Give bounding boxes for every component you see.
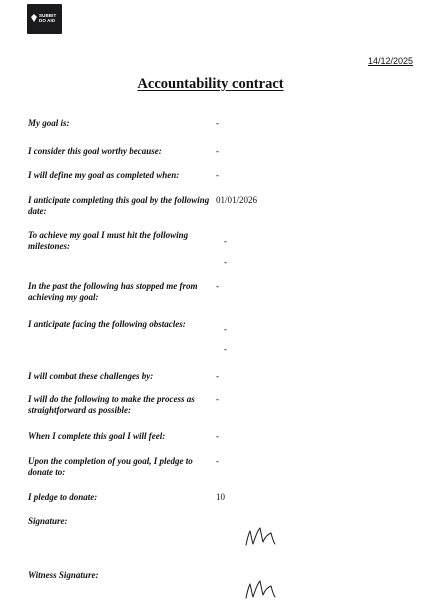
field-value: - [216, 431, 219, 441]
logo [27, 4, 62, 34]
field-value: - [224, 324, 227, 334]
field-label: My goal is: [28, 118, 70, 128]
field-label: I anticipate facing the following obstacles: [28, 319, 186, 329]
field-label: I will define my goal as completed when: [28, 170, 180, 180]
field-label: In the past the following has stopped me from achieving my goal: [28, 281, 198, 302]
field-value: - [216, 146, 219, 156]
signature-icon [244, 525, 276, 547]
field-value: - [216, 456, 219, 466]
field-label: I pledge to donate: [28, 492, 98, 502]
field-label: I consider this goal worthy because: [28, 146, 162, 156]
field-value: - [216, 170, 219, 180]
field-label: Signature: [28, 516, 68, 526]
witness-signature-icon [244, 578, 276, 600]
field-label: Upon the completion of you goal, I pledge to donate to: [28, 456, 193, 477]
field-label: I will combat these challenges by: [28, 371, 154, 381]
field-label: I will do the following to make the process as straightforward as possible: [28, 394, 195, 415]
field-label: To achieve my goal I must hit the following milestones: [28, 230, 189, 251]
field-label: I anticipate completing this goal by the following date: [28, 195, 210, 216]
field-value: - [216, 118, 219, 128]
logo-line-2: DO AID [39, 18, 56, 23]
field-value-2: - [224, 257, 227, 267]
field-label: Witness Signature: [28, 570, 99, 580]
field-value-2: - [224, 344, 227, 354]
logo-mark-icon [31, 14, 37, 22]
field-value: - [216, 394, 219, 404]
field-value: - [216, 281, 219, 291]
field-value: - [216, 371, 219, 381]
logo-text [39, 13, 56, 23]
field-value: 10 [216, 492, 225, 502]
document-date: 14/12/2025 [367, 56, 413, 66]
field-value: - [224, 236, 227, 246]
field-value: 01/01/2026 [216, 195, 258, 205]
document-title: Accountability contract [137, 76, 284, 92]
logo-line-1: SUBBIT [39, 13, 57, 18]
field-label: When I complete this goal I will feel: [28, 431, 166, 441]
